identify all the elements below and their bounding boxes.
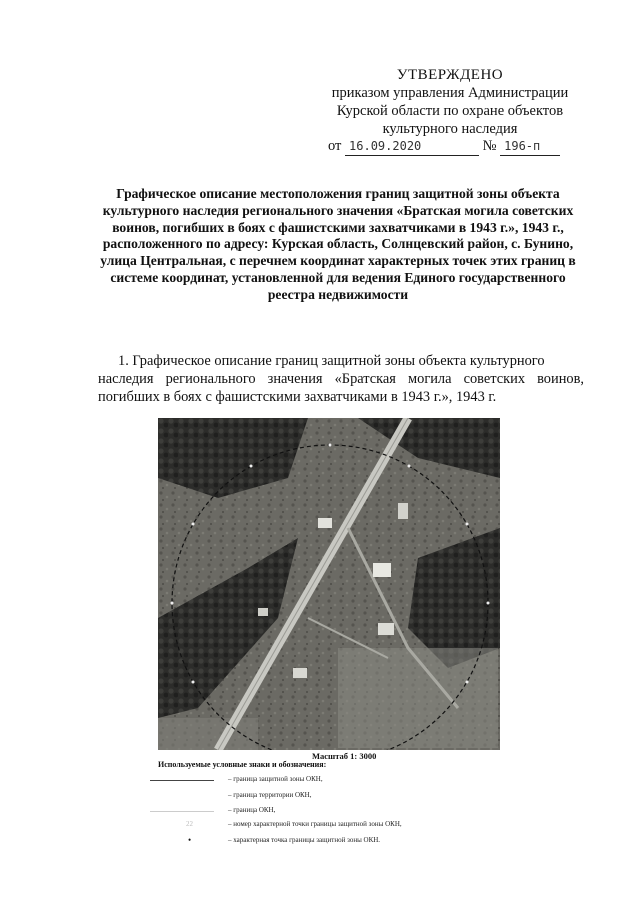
- legend-item-point-number: 22 – номер характерной точки границы защитной зоны ОКН,: [186, 820, 402, 828]
- legend-item-point: • – характерная точка границы защитной зоны ОКН.: [188, 835, 381, 845]
- order-reference: [328, 138, 560, 156]
- building-1: [373, 563, 391, 577]
- legend-zone-line: [150, 780, 214, 781]
- order-number: 196-п: [504, 139, 541, 153]
- legend-item-okn: – граница ОКН,: [150, 806, 450, 818]
- building-5: [258, 608, 268, 616]
- building-3: [318, 518, 332, 528]
- satellite-map: [158, 418, 500, 750]
- building-4: [293, 668, 307, 678]
- field-1: [338, 648, 498, 748]
- legend-okn-line: [150, 811, 214, 812]
- legend-point-number-symbol: 22: [186, 820, 193, 828]
- approval-stamp: [300, 66, 600, 138]
- approval-line-2: Курской области по охране объектов: [336, 103, 564, 119]
- approval-line-1: приказом управления Администрации: [331, 85, 569, 101]
- map-drawing: [158, 418, 500, 750]
- building-6: [398, 503, 408, 519]
- legend-item-zone: – граница защитной зоны ОКН,: [150, 775, 450, 787]
- map-scale: Масштаб 1: 3000: [312, 751, 377, 761]
- section-paragraph: [98, 352, 584, 406]
- field-2: [158, 718, 258, 750]
- legend-item-territory: – граница территории ОКН,: [150, 791, 450, 803]
- approval-heading: УТВЕРЖДЕНО: [396, 67, 504, 83]
- legend-point-symbol: •: [188, 835, 192, 845]
- order-from-label: от: [328, 138, 342, 154]
- building-2: [378, 623, 394, 635]
- legend-territory-line: [150, 796, 214, 797]
- paragraph-line-2: наследия регионального значения «Братская могила советских воинов,: [98, 371, 584, 387]
- order-date: 16.09.2020: [349, 139, 422, 153]
- order-number-label: №: [482, 138, 497, 154]
- document-title: Графическое описание местоположения границ защитной зоны объекта культурного наследия регионального значения «Братская могила советских воинов, погибших в боях с фашистскими захватчиками в 1943 г.», 1943 г., расположенного по адресу: Курская область, Солнцевский район, с. Бунино, улица Центральная, с перечнем координат характерных точек этих границ в системе координат, установленной для ведения Единого государственного реестра недвижимости: [100, 186, 576, 302]
- paragraph-line-3: погибших в боях с фашистскими захватчиками в 1943 г.», 1943 г.: [98, 389, 497, 405]
- legend-title: Используемые условные знаки и обозначения:: [158, 760, 327, 769]
- paragraph-line-1: 1. Графическое описание границ защитной зоны объекта культурного: [118, 353, 545, 369]
- approval-line-3: культурного наследия: [382, 121, 518, 137]
